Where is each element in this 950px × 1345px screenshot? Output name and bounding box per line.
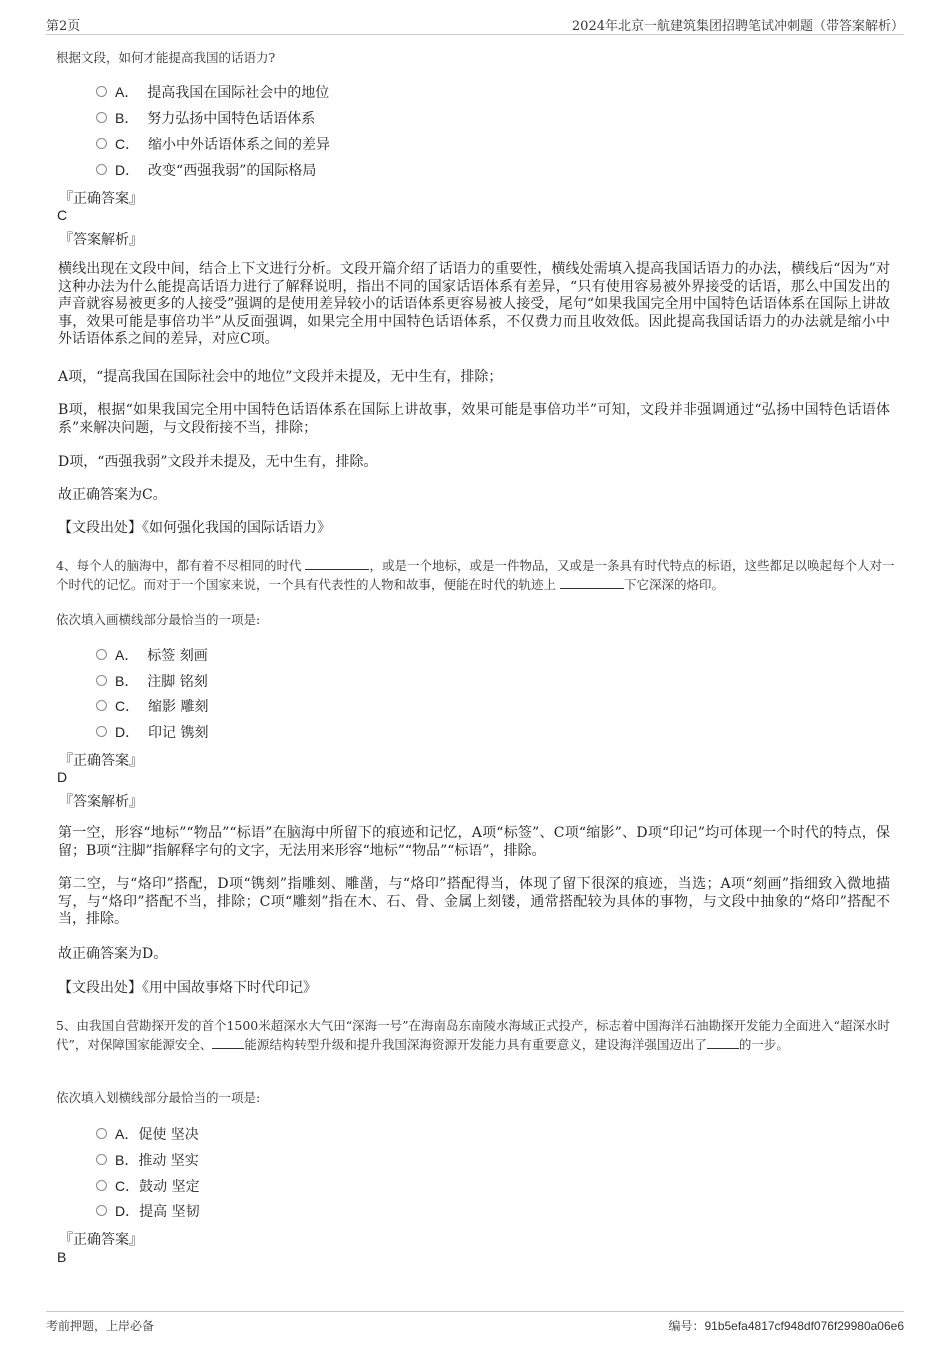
footer-slogan: 考前押题，上岸必备	[46, 1319, 155, 1333]
q4-source: 【文段出处】《用中国故事烙下时代印记》	[58, 980, 317, 996]
blank-line	[305, 559, 369, 570]
document-title: 2024年北京一航建筑集团招聘笔试冲刺题（带答案解析）	[571, 19, 904, 34]
radio-icon[interactable]	[96, 700, 107, 711]
q5-option-d[interactable]: D．提高 坚韧	[96, 1201, 200, 1221]
q5-option-c[interactable]: C．鼓动 坚定	[96, 1176, 200, 1196]
radio-icon[interactable]	[96, 726, 107, 737]
radio-icon[interactable]	[96, 86, 107, 97]
blank-line	[707, 1038, 739, 1049]
q4-prompt: 依次填入画横线部分最恰当的一项是:	[56, 612, 261, 627]
q5-prompt: 依次填入划横线部分最恰当的一项是:	[56, 1090, 261, 1105]
radio-icon[interactable]	[96, 138, 107, 149]
q3-analysis-paragraph: 横线出现在文段中间，结合上下文进行分析。文段开篇介绍了话语力的重要性，横线处需填入提高我国话语力的办法，横线后“因为”对这种办法为什么能提高话语力进行了解释说明，指出不同的国家话语体系有差异，“只有使用容易被外界接受的话语，那么中国发出的声音就容易被更多的人接受”强调的是使用差异较小的话语体系更容易被人接受，尾句“如果我国完全用中国特色话语体系在国际上讲故事，效果可能是事倍功半”从反面强调，如果完全用中国特色话语体系，不仅费力而且收效低。因此提高我国话语力的办法就是缩小中外话语体系之间的差异，对应C项。	[58, 261, 890, 347]
q3-analysis-paragraph: A项，“提高我国在国际社会中的地位”文段并未提及，无中生有，排除；	[58, 369, 503, 385]
q4-option-a[interactable]: A． 标签 刻画	[96, 645, 208, 665]
q3-option-b[interactable]: B． 努力弘扬中国特色话语体系	[96, 108, 315, 128]
q5-stem: 5、由我国自营勘探开发的首个1500米超深水大气田“深海一号”在海南岛东南陵水海域正式投产，标志着中国海洋石油勘探开发能力全面进入“超深水时代”，对保障国家能源安全、 能源结构转型升级和提升我国深海资源开发能力具有重要意义，建设海洋强国迈出了 的一步。	[56, 1018, 890, 1052]
radio-icon[interactable]	[96, 1128, 107, 1139]
q5-option-b[interactable]: B．推动 坚实	[96, 1150, 199, 1170]
blank-line	[560, 578, 624, 589]
page-header	[46, 14, 904, 35]
q4-stem: 4、每个人的脑海中，都有着不尽相同的时代 ，或是一个地标，或是一件物品，又或是一条具有时代特点的标语，这些都足以唤起每个人对一个时代的记忆。而对于一个国家来说，一个具有代表性的人物和故事，便能在时代的轨迹上 下它深深的烙印。	[56, 558, 895, 592]
q4-option-b[interactable]: B． 注脚 铭刻	[96, 671, 208, 691]
document-code: 编号：91b5efa4817cf948df076f29980a06e6	[668, 1319, 904, 1333]
radio-icon[interactable]	[96, 1154, 107, 1165]
q3-analysis-paragraph: D项，“西强我弱”文段并未提及，无中生有，排除。	[58, 454, 378, 470]
q3-source: 【文段出处】《如何强化我国的国际话语力》	[58, 520, 331, 536]
radio-icon[interactable]	[96, 649, 107, 660]
q4-analysis-paragraph: 第二空，与“烙印”搭配，D项“镌刻”指雕刻、雕凿，与“烙印”搭配得当，体现了留下很深的痕迹，当选；A项“刻画”指细致入微地描写，与“烙印”搭配不当，排除；C项“雕刻”指在木、石、骨、金属上刻镂，通常搭配较为具体的事物，与文段中抽象的“烙印”搭配不当，排除。	[58, 876, 890, 927]
page-footer	[46, 1311, 904, 1334]
q4-option-d[interactable]: D． 印记 镌刻	[96, 722, 208, 742]
radio-icon[interactable]	[96, 112, 107, 123]
q4-analysis-tag: 『答案解析』	[59, 794, 143, 810]
q3-stem: 根据文段，如何才能提高我国的话语力?	[56, 50, 276, 65]
q4-option-c[interactable]: C． 缩影 雕刻	[96, 696, 208, 716]
q4-answer-tag: 『正确答案』	[59, 753, 143, 769]
radio-icon[interactable]	[96, 164, 107, 175]
q3-option-d[interactable]: D． 改变“西强我弱”的国际格局	[96, 160, 316, 180]
q4-answer: D	[57, 769, 68, 785]
q4-conclusion: 故正确答案为D。	[58, 946, 168, 962]
q3-option-a[interactable]: A． 提高我国在国际社会中的地位	[96, 82, 329, 102]
radio-icon[interactable]	[96, 675, 107, 686]
q5-answer: B	[57, 1249, 67, 1265]
radio-icon[interactable]	[96, 1205, 107, 1216]
q3-answer-tag: 『正确答案』	[59, 191, 143, 207]
radio-icon[interactable]	[96, 1180, 107, 1191]
blank-line	[212, 1038, 244, 1049]
page-number: 第2页	[46, 19, 81, 34]
q4-analysis-paragraph: 第一空，形容“地标”“物品”“标语”在脑海中所留下的痕迹和记忆，A项“标签”、C项“缩影”、D项“印记”均可体现一个时代的特点，保留；B项“注脚”指解释字句的文字，无法用来形容“地标”“物品”“标语”，排除。	[58, 825, 890, 859]
q3-conclusion: 故正确答案为C。	[58, 487, 167, 503]
q5-answer-tag: 『正确答案』	[59, 1232, 143, 1248]
q3-answer: C	[57, 207, 68, 223]
q3-option-c[interactable]: C． 缩小中外话语体系之间的差异	[96, 134, 330, 154]
q3-analysis-paragraph: B项，根据“如果我国完全用中国特色话语体系在国际上讲故事，效果可能是事倍功半”可知，文段并非强调通过“弘扬中国特色话语体系”来解决问题，与文段衔接不当，排除；	[58, 402, 890, 436]
q5-option-a[interactable]: A．促使 坚决	[96, 1124, 199, 1144]
q3-analysis-tag: 『答案解析』	[59, 232, 143, 248]
